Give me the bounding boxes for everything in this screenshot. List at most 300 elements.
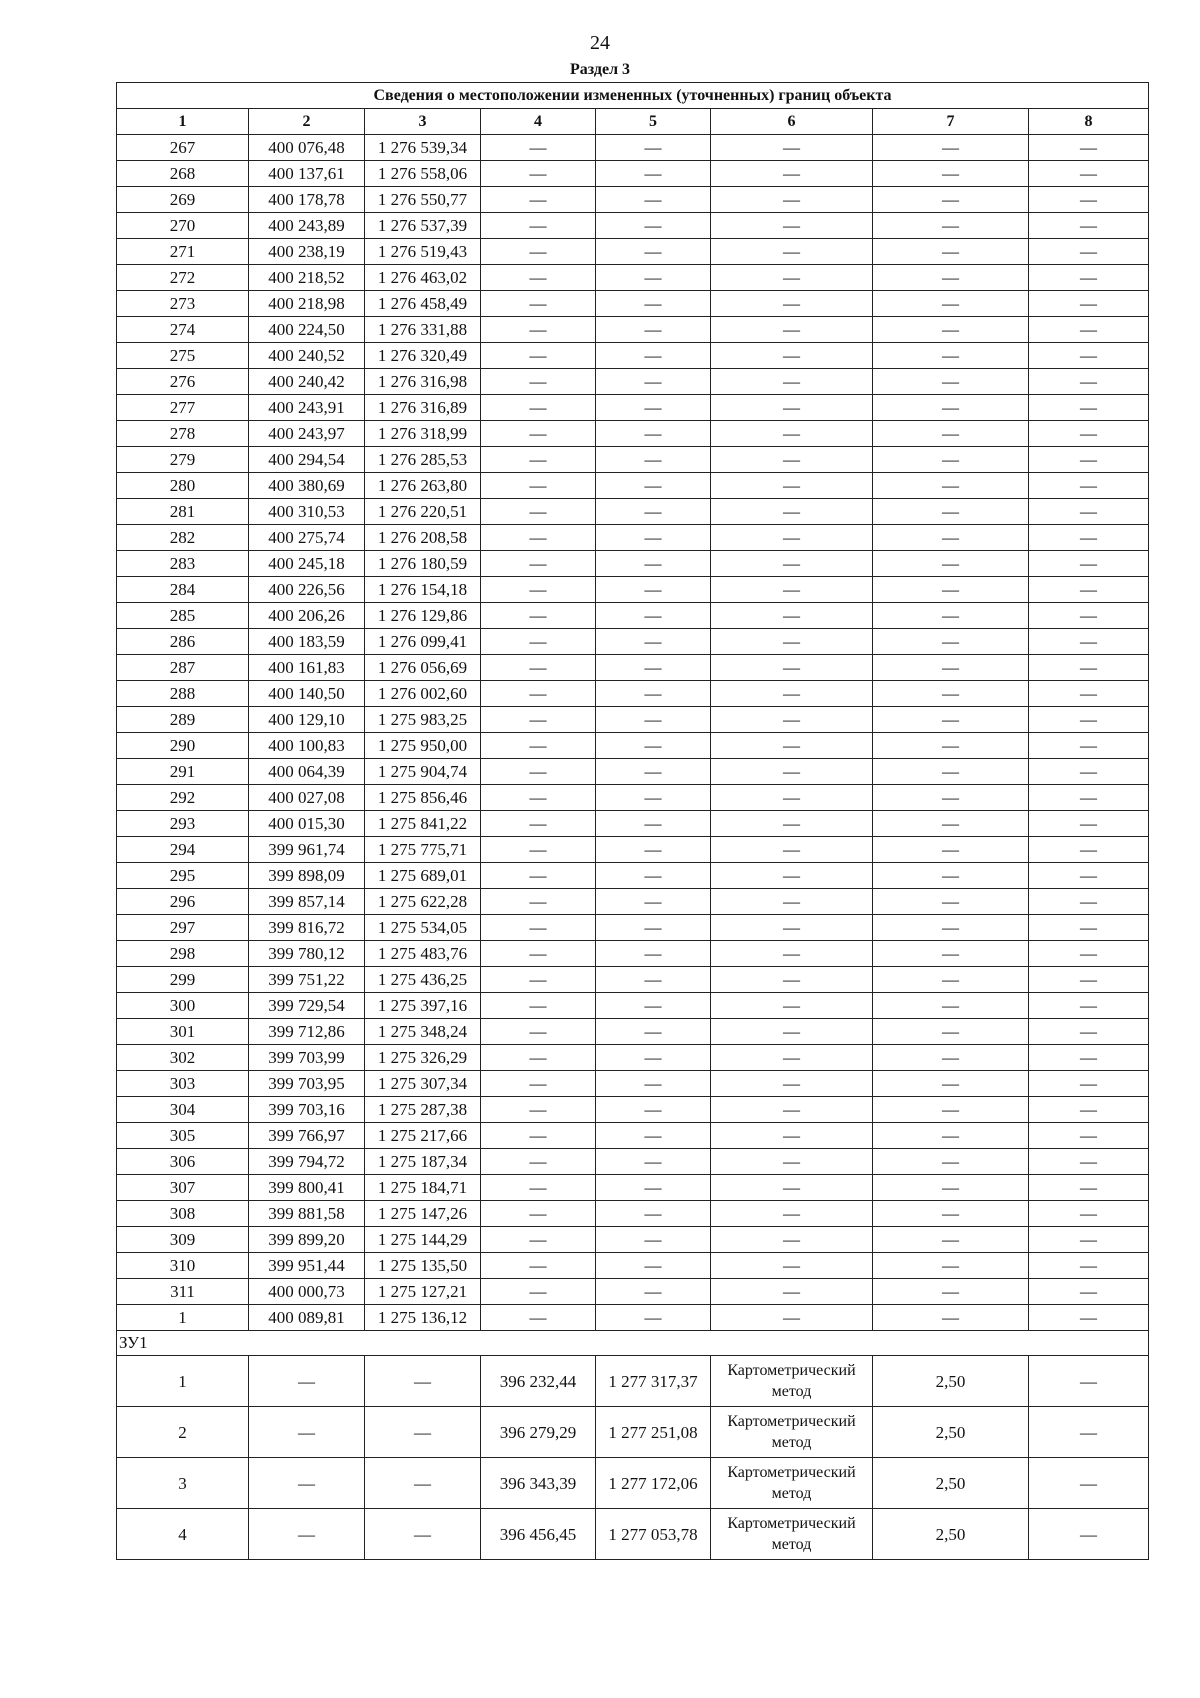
table-row bbox=[117, 1253, 1149, 1279]
table-cell: — bbox=[481, 941, 596, 967]
table-cell: 1 275 144,29 bbox=[365, 1227, 481, 1253]
table-cell: 1 276 263,80 bbox=[365, 473, 481, 499]
table-cell: — bbox=[481, 733, 596, 759]
table-row bbox=[117, 1458, 1149, 1509]
table-cell: — bbox=[249, 1458, 365, 1509]
table-cell: 1 275 184,71 bbox=[365, 1175, 481, 1201]
table-cell: — bbox=[711, 239, 873, 265]
table-cell: — bbox=[596, 941, 711, 967]
table-cell: — bbox=[1029, 161, 1149, 187]
table-cell: — bbox=[873, 1227, 1029, 1253]
table-cell: 400 380,69 bbox=[249, 473, 365, 499]
table-cell: — bbox=[481, 1097, 596, 1123]
table-cell: — bbox=[1029, 343, 1149, 369]
table-cell: — bbox=[365, 1407, 481, 1458]
table-cell: 1 276 220,51 bbox=[365, 499, 481, 525]
table-cell: — bbox=[1029, 291, 1149, 317]
table-cell: 400 064,39 bbox=[249, 759, 365, 785]
method-cell: Картометрический метод bbox=[711, 1356, 873, 1407]
table-cell: 399 703,99 bbox=[249, 1045, 365, 1071]
table-cell: — bbox=[596, 421, 711, 447]
table-row bbox=[117, 1123, 1149, 1149]
table-cell: 1 276 180,59 bbox=[365, 551, 481, 577]
table-cell: — bbox=[481, 239, 596, 265]
table-cell: 1 277 053,78 bbox=[596, 1509, 711, 1560]
table-cell: — bbox=[1029, 1019, 1149, 1045]
point-number-cell: 273 bbox=[117, 291, 249, 317]
column-header: 6 bbox=[711, 109, 873, 135]
table-cell: — bbox=[596, 317, 711, 343]
table-cell: — bbox=[596, 499, 711, 525]
table-cell: — bbox=[711, 811, 873, 837]
table-cell: — bbox=[481, 447, 596, 473]
table-row bbox=[117, 993, 1149, 1019]
point-number-cell: 269 bbox=[117, 187, 249, 213]
table-row bbox=[117, 135, 1149, 161]
point-number-cell: 2 bbox=[117, 1407, 249, 1458]
table-cell: — bbox=[596, 681, 711, 707]
table-cell: — bbox=[873, 161, 1029, 187]
table-cell: — bbox=[873, 785, 1029, 811]
table-cell: — bbox=[481, 291, 596, 317]
point-number-cell: 304 bbox=[117, 1097, 249, 1123]
table-cell: — bbox=[711, 395, 873, 421]
table-cell: — bbox=[711, 135, 873, 161]
point-number-cell: 306 bbox=[117, 1149, 249, 1175]
table-cell: — bbox=[873, 1253, 1029, 1279]
table-cell: — bbox=[711, 1045, 873, 1071]
table-row bbox=[117, 785, 1149, 811]
table-cell: — bbox=[873, 707, 1029, 733]
table-cell: — bbox=[481, 473, 596, 499]
table-cell: — bbox=[596, 343, 711, 369]
table-cell: — bbox=[481, 499, 596, 525]
table-cell: — bbox=[1029, 473, 1149, 499]
table-cell: — bbox=[1029, 993, 1149, 1019]
table-cell: — bbox=[711, 1201, 873, 1227]
point-number-cell: 272 bbox=[117, 265, 249, 291]
table-cell: — bbox=[711, 1305, 873, 1331]
table-cell: — bbox=[481, 629, 596, 655]
table-cell: — bbox=[873, 941, 1029, 967]
table-cell: — bbox=[711, 525, 873, 551]
table-cell: — bbox=[873, 1045, 1029, 1071]
table-cell: — bbox=[711, 863, 873, 889]
point-number-cell: 279 bbox=[117, 447, 249, 473]
table-cell: — bbox=[1029, 135, 1149, 161]
table-cell: 2,50 bbox=[873, 1407, 1029, 1458]
point-number-cell: 3 bbox=[117, 1458, 249, 1509]
point-number-cell: 288 bbox=[117, 681, 249, 707]
table-cell: — bbox=[1029, 1509, 1149, 1560]
table-cell: — bbox=[481, 265, 596, 291]
table-cell: 1 275 689,01 bbox=[365, 863, 481, 889]
point-number-cell: 297 bbox=[117, 915, 249, 941]
table-cell: — bbox=[1029, 1149, 1149, 1175]
table-cell: — bbox=[1029, 863, 1149, 889]
table-cell: 400 178,78 bbox=[249, 187, 365, 213]
table-cell: — bbox=[711, 967, 873, 993]
table-cell: — bbox=[481, 681, 596, 707]
table-cell: 400 240,42 bbox=[249, 369, 365, 395]
table-cell: 1 276 463,02 bbox=[365, 265, 481, 291]
point-number-cell: 302 bbox=[117, 1045, 249, 1071]
table-cell: — bbox=[596, 1201, 711, 1227]
table-cell: 400 224,50 bbox=[249, 317, 365, 343]
table-cell: — bbox=[1029, 265, 1149, 291]
table-cell: 2,50 bbox=[873, 1458, 1029, 1509]
table-cell: — bbox=[873, 265, 1029, 291]
table-row bbox=[117, 447, 1149, 473]
table-cell: — bbox=[596, 733, 711, 759]
table-cell: 1 276 208,58 bbox=[365, 525, 481, 551]
table-row bbox=[117, 291, 1149, 317]
table-cell: — bbox=[711, 1097, 873, 1123]
table-cell: — bbox=[873, 317, 1029, 343]
coordinates-table bbox=[116, 82, 1149, 1560]
table-row bbox=[117, 1045, 1149, 1071]
table-cell: — bbox=[596, 1227, 711, 1253]
table-cell: — bbox=[596, 213, 711, 239]
table-row bbox=[117, 655, 1149, 681]
table-row bbox=[117, 863, 1149, 889]
table-cell: — bbox=[711, 551, 873, 577]
table-row bbox=[117, 1071, 1149, 1097]
table-cell: — bbox=[365, 1458, 481, 1509]
table-cell: — bbox=[596, 785, 711, 811]
point-number-cell: 311 bbox=[117, 1279, 249, 1305]
table-row bbox=[117, 707, 1149, 733]
table-cell: 399 729,54 bbox=[249, 993, 365, 1019]
table-cell: 1 276 537,39 bbox=[365, 213, 481, 239]
table-cell: — bbox=[873, 291, 1029, 317]
table-cell: 1 276 539,34 bbox=[365, 135, 481, 161]
table-cell: — bbox=[711, 1175, 873, 1201]
table-cell: — bbox=[873, 447, 1029, 473]
table-cell: — bbox=[711, 213, 873, 239]
table-cell: 1 275 135,50 bbox=[365, 1253, 481, 1279]
table-cell: — bbox=[481, 421, 596, 447]
table-cell: 396 456,45 bbox=[481, 1509, 596, 1560]
table-cell: — bbox=[873, 343, 1029, 369]
table-cell: — bbox=[596, 707, 711, 733]
table-cell: 396 232,44 bbox=[481, 1356, 596, 1407]
point-number-cell: 305 bbox=[117, 1123, 249, 1149]
table-cell: 399 951,44 bbox=[249, 1253, 365, 1279]
table-cell: — bbox=[596, 837, 711, 863]
point-number-cell: 289 bbox=[117, 707, 249, 733]
table-cell: — bbox=[873, 655, 1029, 681]
table-cell: — bbox=[873, 135, 1029, 161]
table-cell: 400 240,52 bbox=[249, 343, 365, 369]
table-row bbox=[117, 1305, 1149, 1331]
table-cell: 1 275 187,34 bbox=[365, 1149, 481, 1175]
table-cell: — bbox=[1029, 967, 1149, 993]
table-cell: — bbox=[481, 1045, 596, 1071]
table-cell: — bbox=[711, 1123, 873, 1149]
table-cell: 1 276 331,88 bbox=[365, 317, 481, 343]
table-cell: — bbox=[1029, 239, 1149, 265]
table-cell: 399 751,22 bbox=[249, 967, 365, 993]
table-cell: — bbox=[873, 1097, 1029, 1123]
table-cell: — bbox=[873, 967, 1029, 993]
table-cell: — bbox=[481, 889, 596, 915]
table-cell: — bbox=[481, 759, 596, 785]
method-cell: Картометрический метод bbox=[711, 1458, 873, 1509]
table-cell: 1 275 287,38 bbox=[365, 1097, 481, 1123]
table-cell: — bbox=[481, 1253, 596, 1279]
table-cell: — bbox=[711, 889, 873, 915]
table-cell: — bbox=[481, 343, 596, 369]
table-cell: 399 712,86 bbox=[249, 1019, 365, 1045]
table-cell: — bbox=[873, 889, 1029, 915]
table-cell: — bbox=[873, 525, 1029, 551]
method-cell: Картометрический метод bbox=[711, 1407, 873, 1458]
table-cell: 1 275 983,25 bbox=[365, 707, 481, 733]
table-cell: — bbox=[596, 1071, 711, 1097]
table-cell: — bbox=[481, 811, 596, 837]
column-header: 5 bbox=[596, 109, 711, 135]
table-cell: — bbox=[481, 395, 596, 421]
table-cell: — bbox=[711, 161, 873, 187]
point-number-cell: 277 bbox=[117, 395, 249, 421]
point-number-cell: 290 bbox=[117, 733, 249, 759]
table-cell: — bbox=[1029, 707, 1149, 733]
table-cell: 399 766,97 bbox=[249, 1123, 365, 1149]
table-cell: — bbox=[711, 681, 873, 707]
table-cell: — bbox=[596, 473, 711, 499]
table-cell: — bbox=[873, 213, 1029, 239]
table-cell: — bbox=[481, 603, 596, 629]
table-cell: 1 275 904,74 bbox=[365, 759, 481, 785]
table-row bbox=[117, 551, 1149, 577]
table-row bbox=[117, 525, 1149, 551]
point-number-cell: 308 bbox=[117, 1201, 249, 1227]
table-cell: — bbox=[481, 837, 596, 863]
point-number-cell: 291 bbox=[117, 759, 249, 785]
table-cell: 399 961,74 bbox=[249, 837, 365, 863]
table-cell: — bbox=[873, 1201, 1029, 1227]
table-cell: — bbox=[596, 395, 711, 421]
point-number-cell: 295 bbox=[117, 863, 249, 889]
table-cell: — bbox=[873, 993, 1029, 1019]
table-cell: 1 276 550,77 bbox=[365, 187, 481, 213]
table-cell: 400 089,81 bbox=[249, 1305, 365, 1331]
table-cell: — bbox=[481, 707, 596, 733]
table-cell: — bbox=[481, 1071, 596, 1097]
table-cell: — bbox=[1029, 1201, 1149, 1227]
table-cell: — bbox=[249, 1356, 365, 1407]
table-cell: — bbox=[1029, 733, 1149, 759]
table-cell: 1 275 326,29 bbox=[365, 1045, 481, 1071]
table-cell: — bbox=[596, 1019, 711, 1045]
table-cell: 400 243,97 bbox=[249, 421, 365, 447]
point-number-cell: 275 bbox=[117, 343, 249, 369]
table-cell: 396 279,29 bbox=[481, 1407, 596, 1458]
table-cell: 1 276 318,99 bbox=[365, 421, 481, 447]
table-title-row bbox=[117, 83, 1149, 109]
table-cell: — bbox=[1029, 889, 1149, 915]
table-cell: 1 276 316,89 bbox=[365, 395, 481, 421]
table-cell: — bbox=[1029, 1305, 1149, 1331]
table-cell: — bbox=[1029, 629, 1149, 655]
table-cell: — bbox=[481, 993, 596, 1019]
table-cell: — bbox=[873, 577, 1029, 603]
table-cell: — bbox=[1029, 1356, 1149, 1407]
table-cell: — bbox=[873, 759, 1029, 785]
table-cell: — bbox=[873, 395, 1029, 421]
point-number-cell: 267 bbox=[117, 135, 249, 161]
table-cell: — bbox=[1029, 499, 1149, 525]
table-cell: — bbox=[711, 291, 873, 317]
table-row bbox=[117, 161, 1149, 187]
table-cell: — bbox=[873, 1175, 1029, 1201]
table-cell: 400 183,59 bbox=[249, 629, 365, 655]
table-row bbox=[117, 1227, 1149, 1253]
point-number-cell: 296 bbox=[117, 889, 249, 915]
table-cell: — bbox=[481, 317, 596, 343]
table-cell: 400 294,54 bbox=[249, 447, 365, 473]
column-header: 2 bbox=[249, 109, 365, 135]
table-cell: 400 226,56 bbox=[249, 577, 365, 603]
group-row bbox=[117, 1331, 1149, 1356]
table-cell: 399 816,72 bbox=[249, 915, 365, 941]
table-cell: — bbox=[711, 1253, 873, 1279]
table-cell: — bbox=[1029, 681, 1149, 707]
table-cell: — bbox=[596, 1149, 711, 1175]
table-row bbox=[117, 1097, 1149, 1123]
table-cell: — bbox=[873, 239, 1029, 265]
table-cell: 400 076,48 bbox=[249, 135, 365, 161]
table-cell: — bbox=[873, 473, 1029, 499]
point-number-cell: 299 bbox=[117, 967, 249, 993]
table-cell: — bbox=[365, 1509, 481, 1560]
table-cell: — bbox=[1029, 1123, 1149, 1149]
table-cell: — bbox=[596, 759, 711, 785]
table-cell: — bbox=[1029, 447, 1149, 473]
table-cell: — bbox=[481, 161, 596, 187]
table-cell: — bbox=[481, 1019, 596, 1045]
table-cell: — bbox=[481, 187, 596, 213]
table-row bbox=[117, 1356, 1149, 1407]
table-cell: — bbox=[596, 525, 711, 551]
table-cell: 400 137,61 bbox=[249, 161, 365, 187]
column-header: 1 bbox=[117, 109, 249, 135]
table-cell: — bbox=[873, 1071, 1029, 1097]
table-cell: — bbox=[711, 265, 873, 291]
table-cell: — bbox=[1029, 1175, 1149, 1201]
table-cell: 1 275 348,24 bbox=[365, 1019, 481, 1045]
table-cell: 1 275 775,71 bbox=[365, 837, 481, 863]
table-cell: — bbox=[596, 577, 711, 603]
table-cell: — bbox=[596, 967, 711, 993]
table-cell: — bbox=[1029, 1097, 1149, 1123]
table-cell: — bbox=[596, 915, 711, 941]
table-cell: — bbox=[711, 1227, 873, 1253]
table-row bbox=[117, 369, 1149, 395]
table-cell: — bbox=[1029, 759, 1149, 785]
table-cell: 1 276 285,53 bbox=[365, 447, 481, 473]
table-cell: 1 277 317,37 bbox=[596, 1356, 711, 1407]
point-number-cell: 284 bbox=[117, 577, 249, 603]
column-header: 3 bbox=[365, 109, 481, 135]
group-label: ЗУ1 bbox=[117, 1331, 1149, 1356]
table-cell: — bbox=[596, 187, 711, 213]
table-cell: — bbox=[596, 603, 711, 629]
table-cell: — bbox=[711, 421, 873, 447]
table-cell: 1 275 136,12 bbox=[365, 1305, 481, 1331]
table-row bbox=[117, 759, 1149, 785]
point-number-cell: 283 bbox=[117, 551, 249, 577]
table-cell: — bbox=[711, 577, 873, 603]
table-cell: — bbox=[481, 369, 596, 395]
table-cell: 399 898,09 bbox=[249, 863, 365, 889]
page-number: 24 bbox=[590, 32, 610, 54]
table-cell: 396 343,39 bbox=[481, 1458, 596, 1509]
table-cell: — bbox=[481, 785, 596, 811]
table-cell: — bbox=[249, 1509, 365, 1560]
point-number-cell: 286 bbox=[117, 629, 249, 655]
table-cell: — bbox=[481, 863, 596, 889]
table-cell: — bbox=[1029, 369, 1149, 395]
table-cell: — bbox=[873, 421, 1029, 447]
table-cell: — bbox=[711, 473, 873, 499]
section-title: Раздел 3 bbox=[569, 61, 631, 78]
table-cell: — bbox=[596, 447, 711, 473]
table-cell: 2,50 bbox=[873, 1509, 1029, 1560]
table-cell: 399 857,14 bbox=[249, 889, 365, 915]
table-row bbox=[117, 915, 1149, 941]
table-row bbox=[117, 1201, 1149, 1227]
table-row bbox=[117, 395, 1149, 421]
table-cell: — bbox=[481, 655, 596, 681]
point-number-cell: 280 bbox=[117, 473, 249, 499]
table-cell: 1 275 307,34 bbox=[365, 1071, 481, 1097]
table-row bbox=[117, 811, 1149, 837]
table-cell: — bbox=[596, 1045, 711, 1071]
table-cell: — bbox=[873, 733, 1029, 759]
table-row bbox=[117, 941, 1149, 967]
table-cell: 1 275 622,28 bbox=[365, 889, 481, 915]
table-cell: — bbox=[711, 915, 873, 941]
point-number-cell: 307 bbox=[117, 1175, 249, 1201]
column-header: 7 bbox=[873, 109, 1029, 135]
table-row bbox=[117, 577, 1149, 603]
table-cell: 1 275 217,66 bbox=[365, 1123, 481, 1149]
point-number-cell: 1 bbox=[117, 1356, 249, 1407]
table-cell: — bbox=[1029, 941, 1149, 967]
table-cell: — bbox=[711, 785, 873, 811]
point-number-cell: 293 bbox=[117, 811, 249, 837]
table-row bbox=[117, 343, 1149, 369]
table-cell: — bbox=[481, 915, 596, 941]
table-cell: — bbox=[711, 941, 873, 967]
table-cell: — bbox=[873, 551, 1029, 577]
table-cell: — bbox=[1029, 187, 1149, 213]
table-cell: 400 275,74 bbox=[249, 525, 365, 551]
table-row bbox=[117, 1149, 1149, 1175]
table-cell: — bbox=[1029, 395, 1149, 421]
table-cell: — bbox=[873, 837, 1029, 863]
table-cell: — bbox=[481, 135, 596, 161]
table-cell: — bbox=[481, 1201, 596, 1227]
table-cell: 1 275 856,46 bbox=[365, 785, 481, 811]
table-row bbox=[117, 889, 1149, 915]
point-number-cell: 276 bbox=[117, 369, 249, 395]
table-cell: — bbox=[873, 681, 1029, 707]
table-cell: — bbox=[1029, 1227, 1149, 1253]
table-cell: 1 277 251,08 bbox=[596, 1407, 711, 1458]
